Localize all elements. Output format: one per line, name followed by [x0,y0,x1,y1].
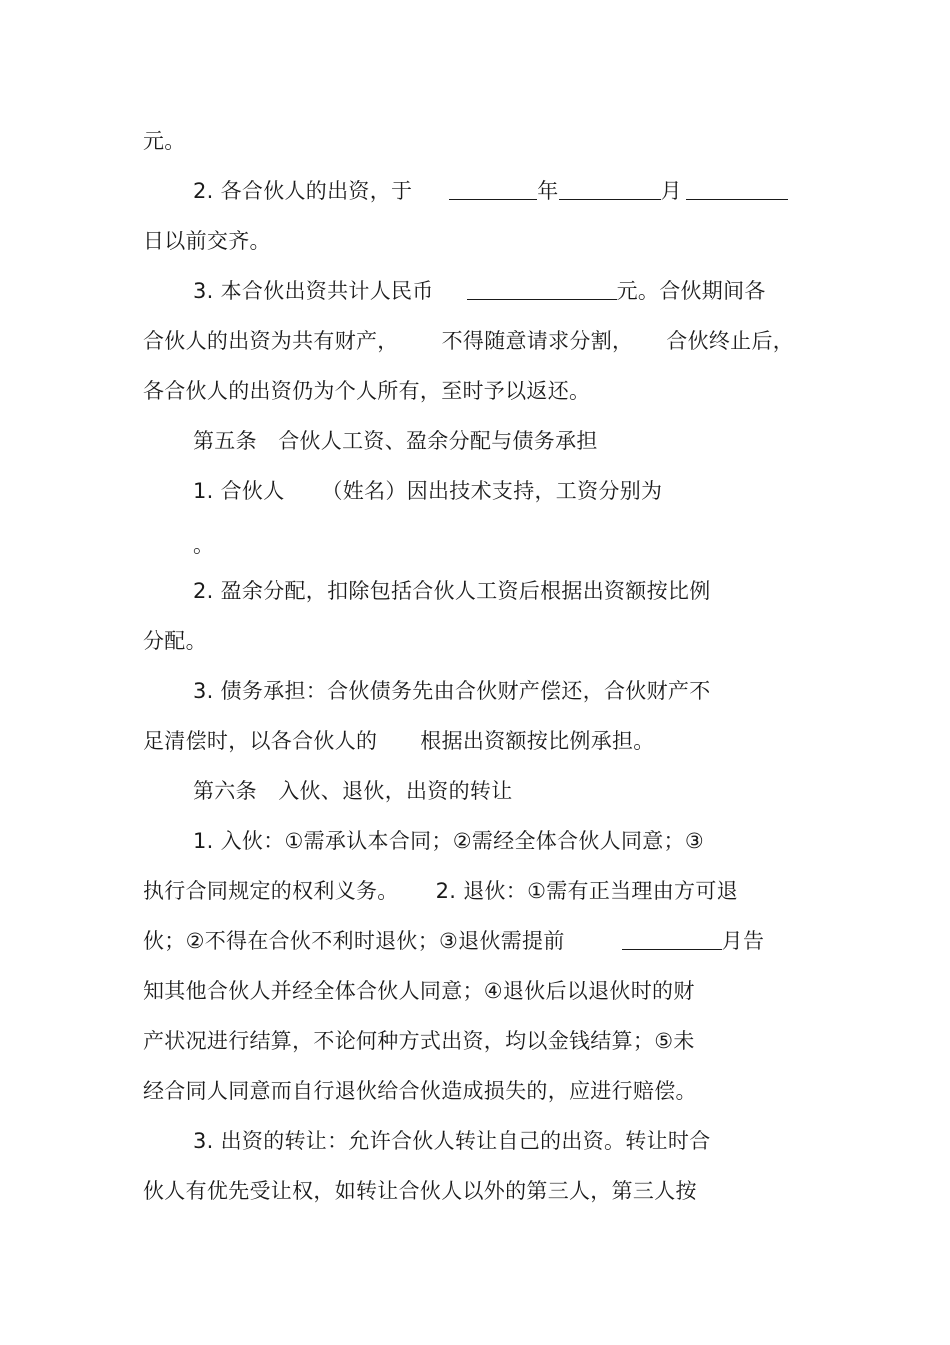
paragraph-line [193,176,788,206]
paragraph-line [193,1126,711,1156]
text: 经合同人同意而自行退伙给合伙造成损失的，应进行赔偿。 [143,1079,697,1103]
section-heading [193,776,513,806]
text: 。 [193,533,215,557]
section-heading [193,426,598,456]
paragraph-line [193,826,704,856]
text: 根据出资额按比例承担。 [420,729,655,753]
text: 不得随意请求分割， [441,329,634,353]
blank-underline [467,279,617,300]
text: 1. 入伙：①需承认本合同；②需经全体合伙人同意；③ [193,829,704,853]
paragraph-line [143,976,695,1006]
text: 月告 [721,929,765,953]
paragraph-line [143,926,764,956]
text: 知其他合伙人并经全体合伙人同意；④退伙后以退伙时的财 [143,979,695,1003]
text: 月 [660,179,682,203]
paragraph-line [193,530,214,560]
paragraph-line [143,126,186,156]
paragraph-line [143,326,794,356]
text: 2. 各合伙人的出资，于 [193,179,413,203]
paragraph-line [193,476,662,506]
blank-underline [622,929,722,950]
text: 日以前交齐。 [143,229,271,253]
text: 3. 出资的转让：允许合伙人转让自己的出资。转让时合 [193,1129,711,1153]
text: 3. 债务承担：合伙债务先由合伙财产偿还，合伙财产不 [193,679,711,703]
paragraph-line [143,1176,697,1206]
text: 第六条 入伙、退伙，出资的转让 [193,779,513,803]
text: 分配。 [143,629,207,653]
text: 产状况进行结算，不论何种方式出资，均以金钱结算；⑤未 [143,1029,695,1053]
text: 2. 盈余分配，扣除包括合伙人工资后根据出资额按比例 [193,579,711,603]
paragraph-line [193,576,711,606]
paragraph-line [143,376,590,406]
paragraph-line [193,676,711,706]
text: 伙人有优先受让权，如转让合伙人以外的第三人，第三人按 [143,1179,697,1203]
blank-underline [449,179,537,200]
paragraph-line [143,1076,697,1106]
text: 1. 合伙人 [193,479,285,503]
blank-underline [559,179,661,200]
text: 伙；②不得在合伙不利时退伙；③退伙需提前 [143,929,565,953]
text: 3. 本合伙出资共计人民币 [193,279,434,303]
text: 年 [537,179,559,203]
text: 足清偿时，以各合伙人的 [143,729,378,753]
paragraph-line [143,626,207,656]
text: 合伙人的出资为共有财产， [143,329,399,353]
paragraph-line [143,226,271,256]
text: 元。 [143,129,186,153]
text: （姓名）因出技术支持，工资分别为 [321,479,663,503]
text: 2. 退伙：①需有正当理由方可退 [435,879,738,903]
text: 各合伙人的出资仍为个人所有，至时予以返还。 [143,379,591,403]
text: 第五条 合伙人工资、盈余分配与债务承担 [193,429,598,453]
text: 元。合伙期间各 [616,279,766,303]
paragraph-line [143,876,738,906]
paragraph-line [143,726,655,756]
paragraph-line [143,1026,695,1056]
blank-underline [686,179,788,200]
text: 合伙终止后， [666,329,795,353]
paragraph-line [193,276,766,306]
text: 执行合同规定的权利义务。 [143,879,399,903]
